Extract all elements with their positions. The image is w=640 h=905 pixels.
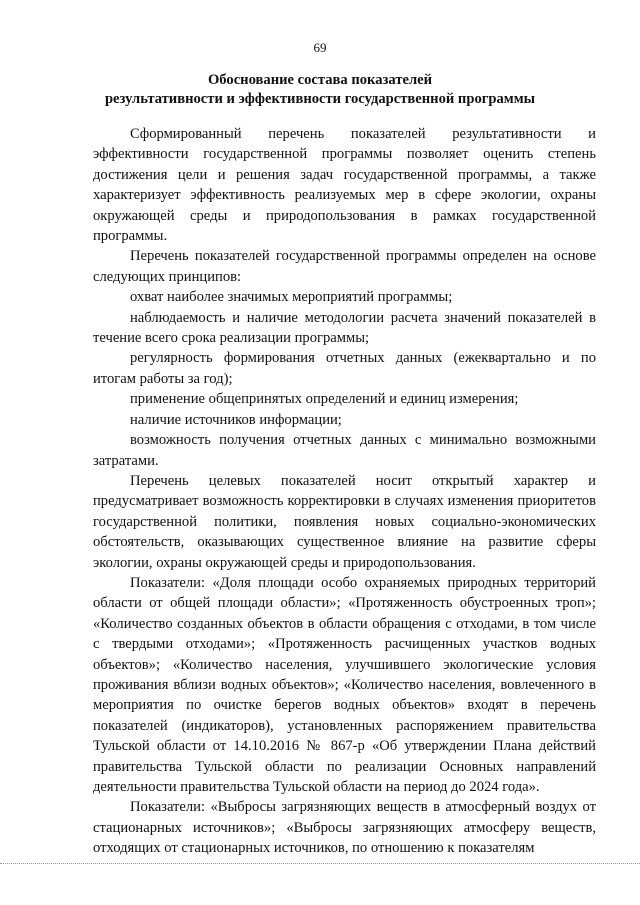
paragraph: Перечень показателей государственной программы определен на основе следующих принципов: bbox=[93, 248, 596, 285]
paragraph: Показатели: «Выбросы загрязняющих веществ в атмосферный воздух от стационарных источников»; «Выбросы загрязняющих атмосферу веществ, отходящих от стационарных источников, по отношению к показателям bbox=[93, 799, 596, 857]
list-item: наблюдаемость и наличие методологии расчета значений показателей в течение всего срока реализации программы; bbox=[93, 309, 596, 347]
section-title-line-1: Обоснование состава показателей bbox=[207, 72, 433, 88]
paragraph: Перечень целевых показателей носит открытый характер и предусматривает возможность корректировки в случаях изменения приоритетов государственной политики, появления новых социально-экономических обстоятельств, оказывающих существенное влияние на развитие сферы экологии, охраны окружающей среды и природопользования. bbox=[93, 472, 596, 571]
section-title-line-2: результативности и эффективности государственной программы bbox=[104, 91, 536, 107]
list-item: наличие источников информации; bbox=[130, 411, 342, 428]
page-number: 69 bbox=[313, 40, 327, 55]
section-title bbox=[0, 71, 640, 109]
list-item: применение общепринятых определений и единиц измерения; bbox=[130, 391, 519, 408]
paragraph: Сформированный перечень показателей результативности и эффективности государственной программы позволяет оценить степень достижения цели и решения задач государственной программы, а также характеризует эффективность реализуемых мер в сфере экологии, охраны окружающей среды и природопользования в рамках государственной программы. bbox=[93, 126, 596, 245]
scan-edge-divider bbox=[0, 863, 640, 865]
paragraph: Показатели: «Доля площади особо охраняемых природных территорий области от общей площади области»; «Протяженность обустроенных троп»; «Количество созданных объектов в области обращения с отходами, в том числе с твердыми отходами»; «Протяженность расчищенных участков водных объектов»; «Количество населения, улучшившего экологические условия проживания вблизи водных объектов»; «Количество населения, вовлеченного в мероприятия по очистке берегов водных объектов» входят в перечень показателей (индикаторов), установленных распоряжением правительства Тульской области от 14.10.2016 № 867-р «Об утверждении Плана действий правительства Тульской области по реализации Основных направлений деятельности правительства Тульской области на период до 2024 года». bbox=[93, 574, 596, 795]
list-item: возможность получения отчетных данных с минимально возможными затратами. bbox=[93, 432, 596, 469]
list-item: регулярность формирования отчетных данных (ежеквартально и по итогам работы за год); bbox=[93, 350, 596, 387]
list-item: охват наиболее значимых мероприятий программы; bbox=[130, 289, 453, 306]
body-text bbox=[93, 124, 596, 859]
